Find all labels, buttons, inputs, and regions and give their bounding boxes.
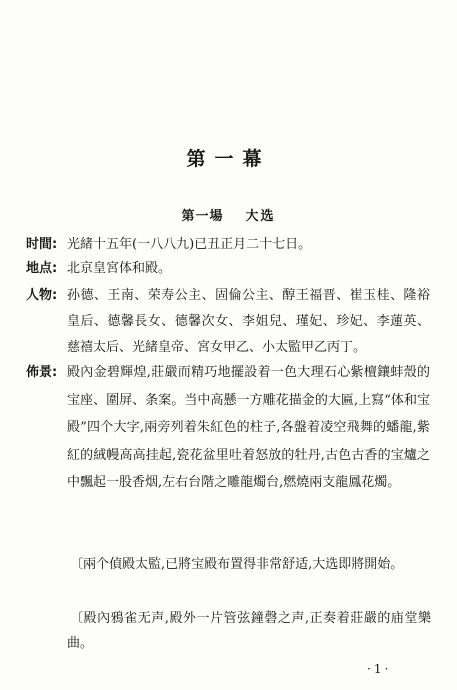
scene-title (0, 205, 457, 224)
scene-number: 第一場 (181, 209, 224, 224)
characters-label: 人物: (26, 288, 58, 303)
scene-name: 大选 (245, 209, 276, 224)
characters-value: 孙德、王南、荣寿公主、固倫公主、醇王福晋、崔玉桂、隆裕皇后、德馨長女、德馨次女、李姐兒、瑾妃、珍妃、李蓮英、慈禧太后、光緒皇帝、宮女甲乙、小太監甲乙丙丁。 (67, 288, 430, 355)
act-title: 第一幕 (186, 148, 271, 170)
time-value: 光緒十五年(一八八九)已丑正月二十七日。 (67, 237, 312, 252)
stage-direction: 〔兩个偵殿太監,已將宝殿布置得非常舒适,大选即將開始。 (70, 557, 404, 572)
time-label: 时間: (26, 237, 58, 252)
setting-value: 殿內金碧輝煌,莊嚴而精巧地擺設着一色大理石心紫檀鑲蚌殼的宝座、圍屏、条案。当中高懸一方雕花描金的大匾,上寫“体和宝殿”四个大字,兩旁列着朱紅色的柱子,各盤着凌空飛舞的蟠龍,紫紅的絨幔高高挂起,瓷花盆里吐着怒放的牡丹,古色古香的宝爐之中飄起一股香烟,左右台階之雕龍燭台,燃燒兩支龍鳳花燭。 (67, 365, 430, 490)
place-value: 北京皇宮体和殿。 (67, 261, 172, 276)
setting-label: 佈景: (26, 365, 58, 380)
place-label: 地点: (26, 261, 58, 276)
page-number: ·1· (367, 662, 392, 676)
stage-direction: 〔殿內鴉雀无声,殿外一片管弦鐘磬之声,正奏着莊嚴的庙堂樂曲。 (67, 611, 431, 651)
